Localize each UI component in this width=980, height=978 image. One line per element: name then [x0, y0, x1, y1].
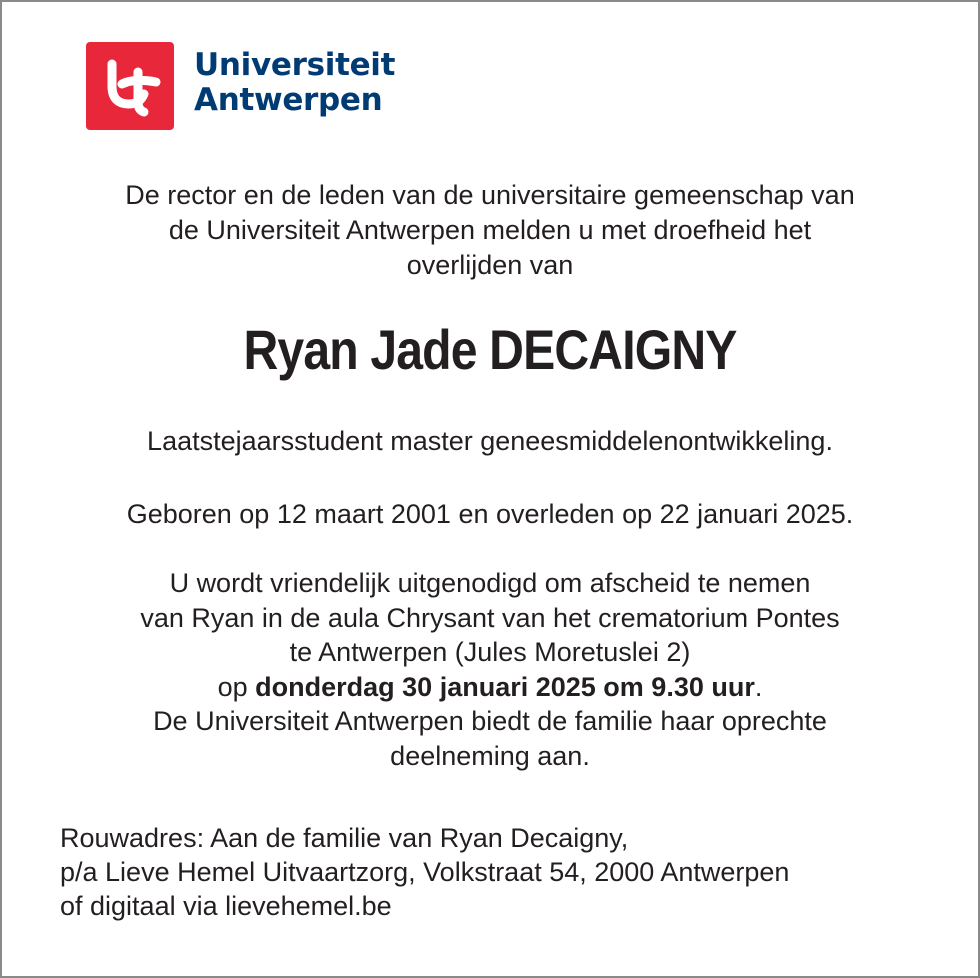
wordmark-line-2: Antwerpen	[194, 82, 383, 118]
intro-line: overlijden van	[406, 250, 574, 280]
intro-paragraph	[0, 178, 980, 283]
date-suffix: .	[754, 671, 763, 702]
invitation-line: De Universiteit Antwerpen biedt de familie haar oprechte	[153, 706, 827, 736]
intro-line: De rector en de leden van de universitaire gemeenschap van	[125, 180, 855, 210]
address-line: Rouwadres: Aan de familie van Ryan Decaigny,	[60, 823, 629, 853]
university-logo-icon	[86, 42, 174, 130]
mourning-address	[60, 821, 789, 923]
intro-line: de Universiteit Antwerpen melden u met droefheid het	[168, 215, 812, 245]
invitation-paragraph	[0, 566, 980, 773]
invitation-line: te Antwerpen (Jules Moretuslei 2)	[289, 637, 691, 667]
invitation-line: deelneming aan.	[390, 740, 590, 771]
invitation-line: U wordt vriendelijk uitgenodigd om afscheid te nemen	[169, 568, 811, 598]
dates-line: Geboren op 12 maart 2001 en overleden op 22 januari 2025.	[126, 499, 854, 529]
university-wordmark	[194, 48, 434, 118]
ceremony-datetime: donderdag 30 januari 2025 om 9.30 uur	[255, 671, 755, 702]
invitation-line: van Ryan in de aula Chrysant van het crematorium Pontes	[140, 602, 840, 633]
wordmark-line-1: Universiteit	[194, 47, 396, 83]
address-line: p/a Lieve Hemel Uitvaartzorg, Volkstraat 54, 2000 Antwerpen	[60, 857, 790, 887]
date-prefix: op	[217, 671, 256, 702]
role-line: Laatstejaarsstudent master geneesmiddelenontwikkeling.	[147, 426, 833, 456]
deceased-name: Ryan Jade DECAIGNY	[243, 318, 737, 381]
address-line: of digitaal via lievehemel.be	[60, 891, 392, 921]
invitation-date-line	[0, 670, 980, 705]
